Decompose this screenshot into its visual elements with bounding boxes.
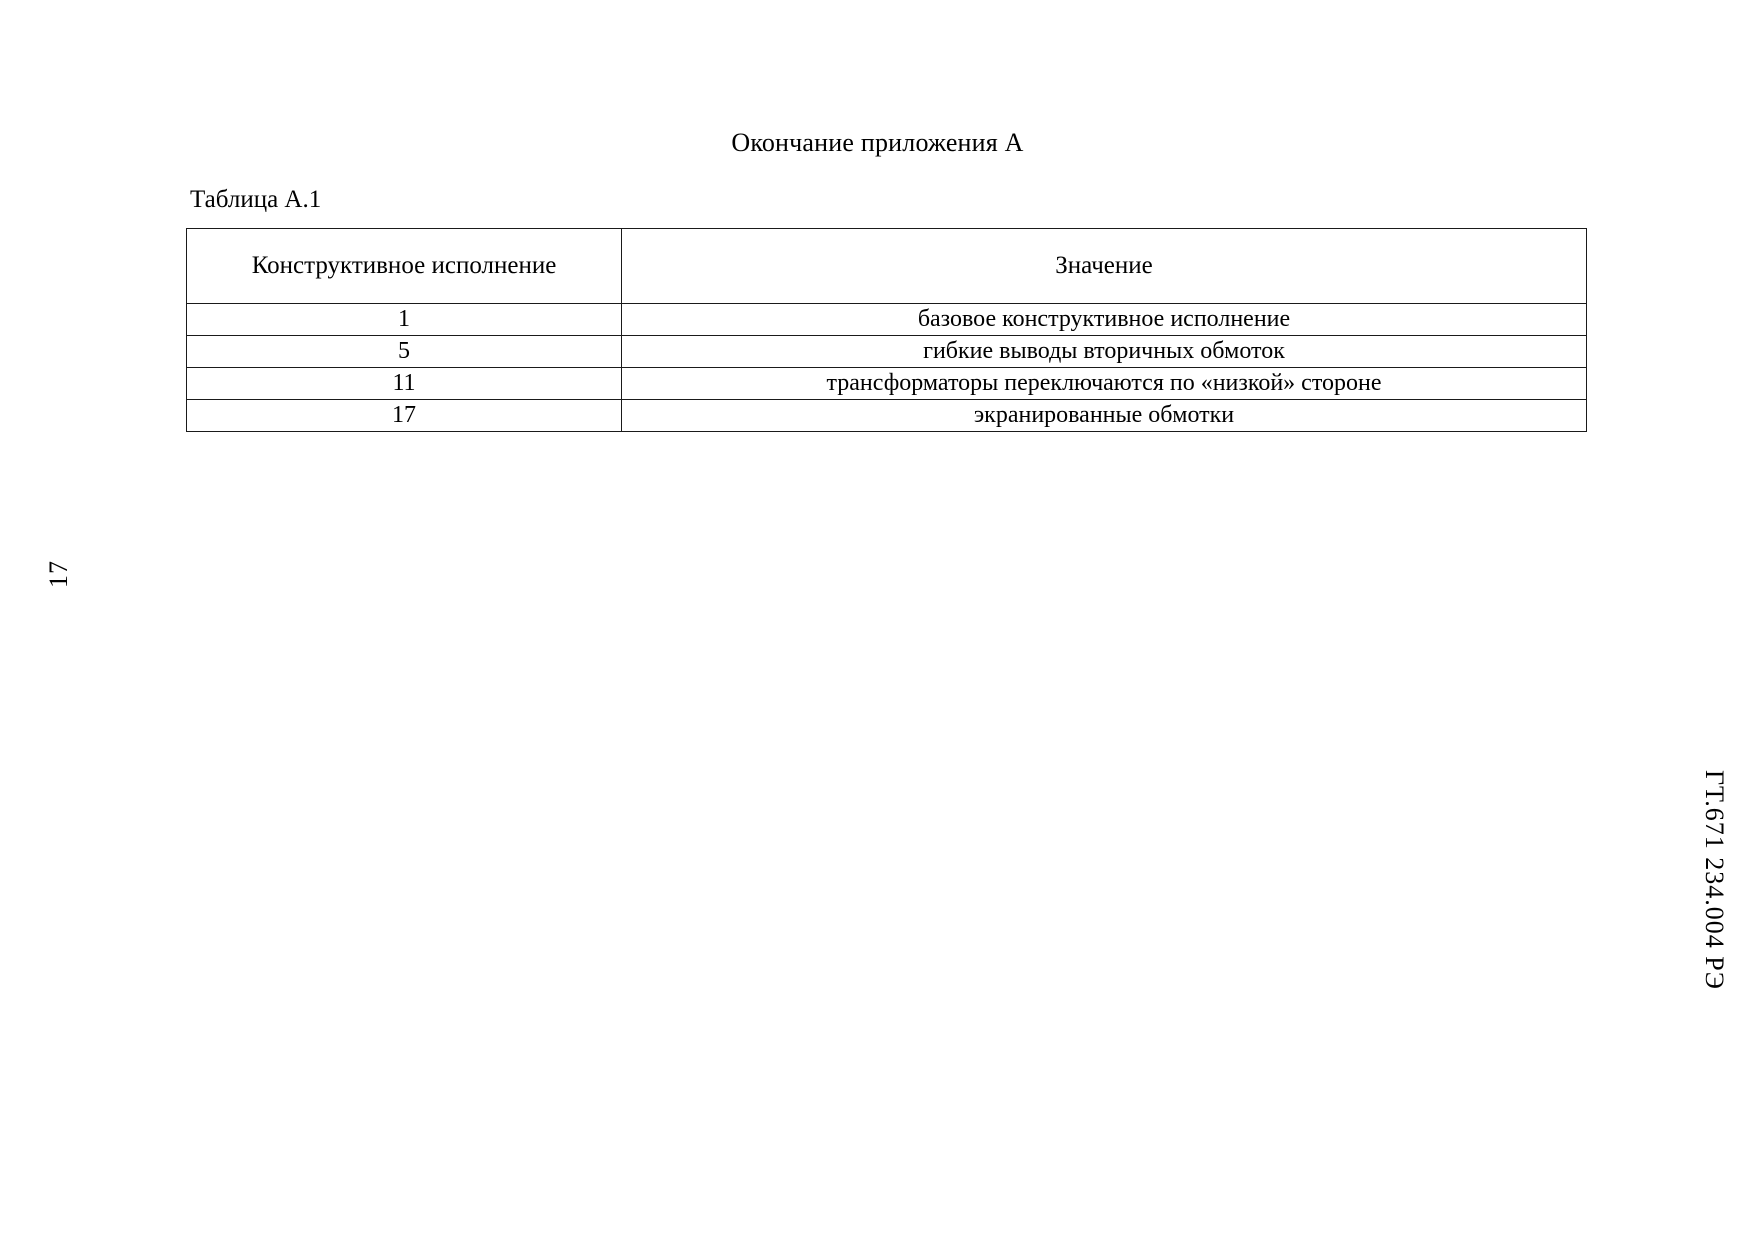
cell-code: 17 (187, 400, 622, 432)
table-row (187, 400, 1587, 432)
table-row (187, 336, 1587, 368)
table-row (187, 368, 1587, 400)
cell-code: 11 (187, 368, 622, 400)
table-body (187, 304, 1587, 432)
cell-code: 5 (187, 336, 622, 368)
cell-value: экранированные обмотки (622, 400, 1587, 432)
cell-value: гибкие выводы вторичных обмоток (622, 336, 1587, 368)
column-header-value: Значение (622, 229, 1587, 304)
table-header-row (187, 229, 1587, 304)
page-number: 17 (44, 560, 73, 588)
document-code: ГТ.671 234.004 РЭ (1700, 770, 1729, 990)
column-header-construction: Конструктивное исполнение (187, 229, 622, 304)
cell-value: базовое конструктивное исполнение (622, 304, 1587, 336)
construction-variants-table (186, 228, 1587, 432)
table-header (187, 229, 1587, 304)
cell-code: 1 (187, 304, 622, 336)
appendix-heading: Окончание приложения А (731, 128, 1024, 157)
cell-value: трансформаторы переключаются по «низкой» стороне (622, 368, 1587, 400)
table-caption: Таблица А.1 (190, 186, 322, 213)
table-row (187, 304, 1587, 336)
